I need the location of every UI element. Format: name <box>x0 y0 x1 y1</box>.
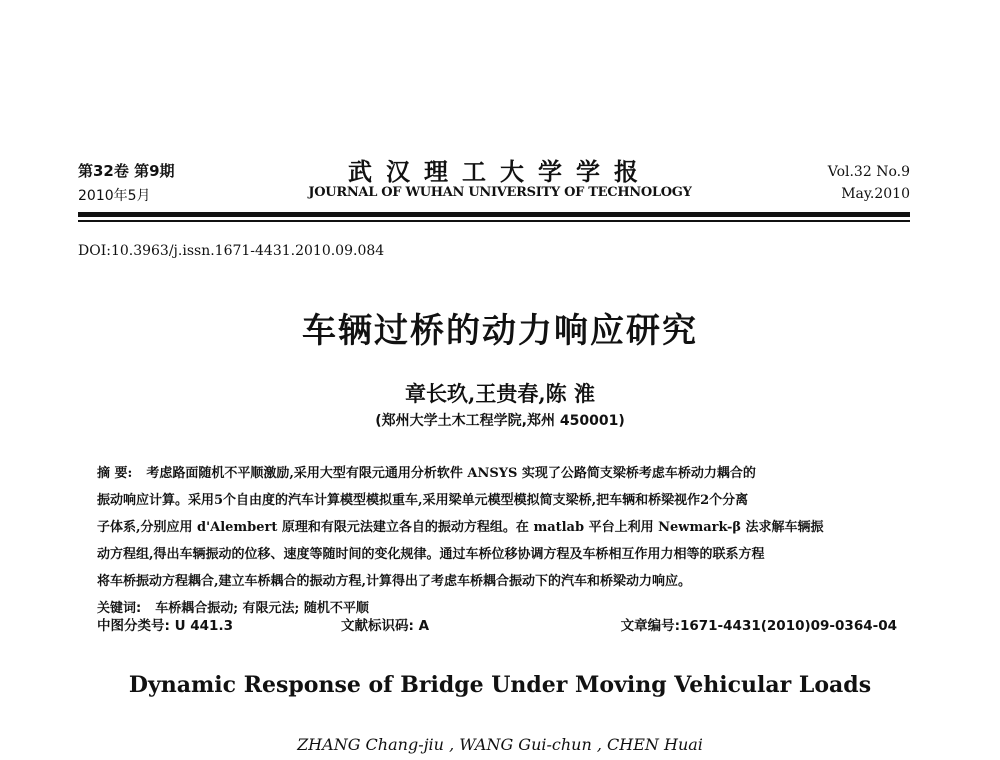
authors-en: ZHANG Chang-jiu , WANG Gui-chun , CHEN Huai <box>297 735 703 754</box>
doc-value: A <box>418 618 430 634</box>
abstract-line: 子体系,分别应用 d'Alembert 原理和有限元法建立各自的振动方程组。在 matlab 平台上利用 Newmark-β 法求解车辆振 <box>97 520 824 535</box>
publication-date-cn: 2010年5月 <box>78 188 151 204</box>
publication-date-en: May.2010 <box>841 186 910 202</box>
doi: DOI:10.3963/j.issn.1671-4431.2010.09.084 <box>78 243 385 259</box>
abstract-line: 振动响应计算。采用5个自由度的汽车计算模型模拟重车,采用梁单元模型模拟简支梁桥,把车辆和桥梁视作2个分离 <box>97 493 749 508</box>
clc-label: 中图分类号: <box>97 618 170 634</box>
doc-label: 文献标识码: <box>341 618 414 634</box>
abstract-text: 考虑路面随机不平顺激励,采用大型有限元通用分析软件 ANSYS 实现了公路简支梁桥考虑车桥动力耦合的 <box>146 466 756 481</box>
clc-value: U 441.3 <box>174 618 233 634</box>
affiliation-cn: (郑州大学土木工程学院,郑州 450001) <box>375 413 625 429</box>
abstract-label: 摘 要: <box>97 466 133 481</box>
volume-issue-en: Vol.32 No.9 <box>827 164 910 180</box>
header-rule-thin <box>78 220 910 222</box>
article-label: 文章编号: <box>620 618 680 634</box>
title-en: Dynamic Response of Bridge Under Moving Vehicular Loads <box>128 672 872 698</box>
abstract-line: 将车桥振动方程耦合,建立车桥耦合的振动方程,计算得出了考虑车桥耦合振动下的汽车和桥梁动力响应。 <box>97 574 692 589</box>
header-rule-thick <box>78 212 910 217</box>
volume-issue: 第32卷 第9期 <box>78 162 175 180</box>
keywords-label: 关键词: <box>97 601 142 616</box>
authors-cn: 章长玖,王贵春,陈 淮 <box>405 381 595 406</box>
title-cn: 车辆过桥的动力响应研究 <box>302 311 698 351</box>
clc-number <box>97 614 233 634</box>
keywords-value: 车桥耦合振动; 有限元法; 随机不平顺 <box>155 601 369 616</box>
abstract <box>97 460 897 622</box>
document-code <box>341 614 429 634</box>
abstract-line <box>97 460 897 487</box>
journal-name-en: JOURNAL OF WUHAN UNIVERSITY OF TECHNOLOGY <box>308 185 692 200</box>
journal-name-cn: 武汉理工大学学报 <box>348 157 652 186</box>
article-number <box>621 614 897 634</box>
abstract-line: 动方程组,得出车辆振动的位移、速度等随时间的变化规律。通过车桥位移协调方程及车桥相互作用力相等的联系方程 <box>97 547 765 562</box>
article-value: 1671-4431(2010)09-0364-04 <box>679 618 897 634</box>
